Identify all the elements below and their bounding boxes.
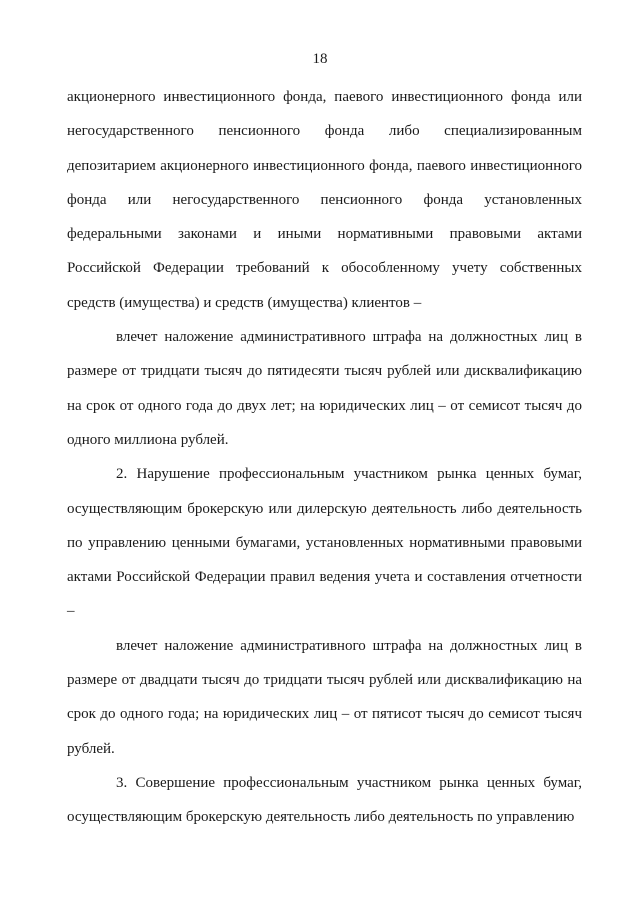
paragraph-5: 3. Совершение профессиональным участником рынка ценных бумаг, осуществляющим брокерскую деятельность либо деятельность по управлению: [67, 774, 582, 826]
page-number: 18: [312, 51, 328, 67]
paragraph-1: акционерного инвестиционного фонда, паевого инвестиционного фонда или негосударственного пенсионного фонда либо специализированным депозитарием акционерного инвестиционного фонда, паевого инвестиционного фонда или негосударственного пенсионного фонда установленных федеральными законами и иными нормативными правовыми актами Российской Федерации требований к обособленному учету собственных средств (имущества) и средств (имущества) клиентов –: [67, 89, 582, 311]
paragraph-4: влечет наложение административного штрафа на должностных лиц в размере от двадцати тысяч до тридцати тысяч рублей или дисквалификацию на срок до одного года; на юридических лиц – от пятисот тысяч до семисот тысяч рублей.: [67, 637, 582, 757]
paragraph-2: влечет наложение административного штрафа на должностных лиц в размере от тридцати тысяч до пятидесяти тысяч рублей или дисквалификацию на срок от одного года до двух лет; на юридических лиц – от семисот тысяч до одного миллиона рублей.: [67, 329, 582, 448]
document-body: [67, 80, 582, 835]
paragraph-3: 2. Нарушение профессиональным участником рынка ценных бумаг, осуществляющим брокерскую или дилерскую деятельность либо деятельность по управлению ценными бумагами, установленных нормативными правовыми актами Российской Федерации правил ведения учета и составления отчетности –: [67, 466, 582, 620]
